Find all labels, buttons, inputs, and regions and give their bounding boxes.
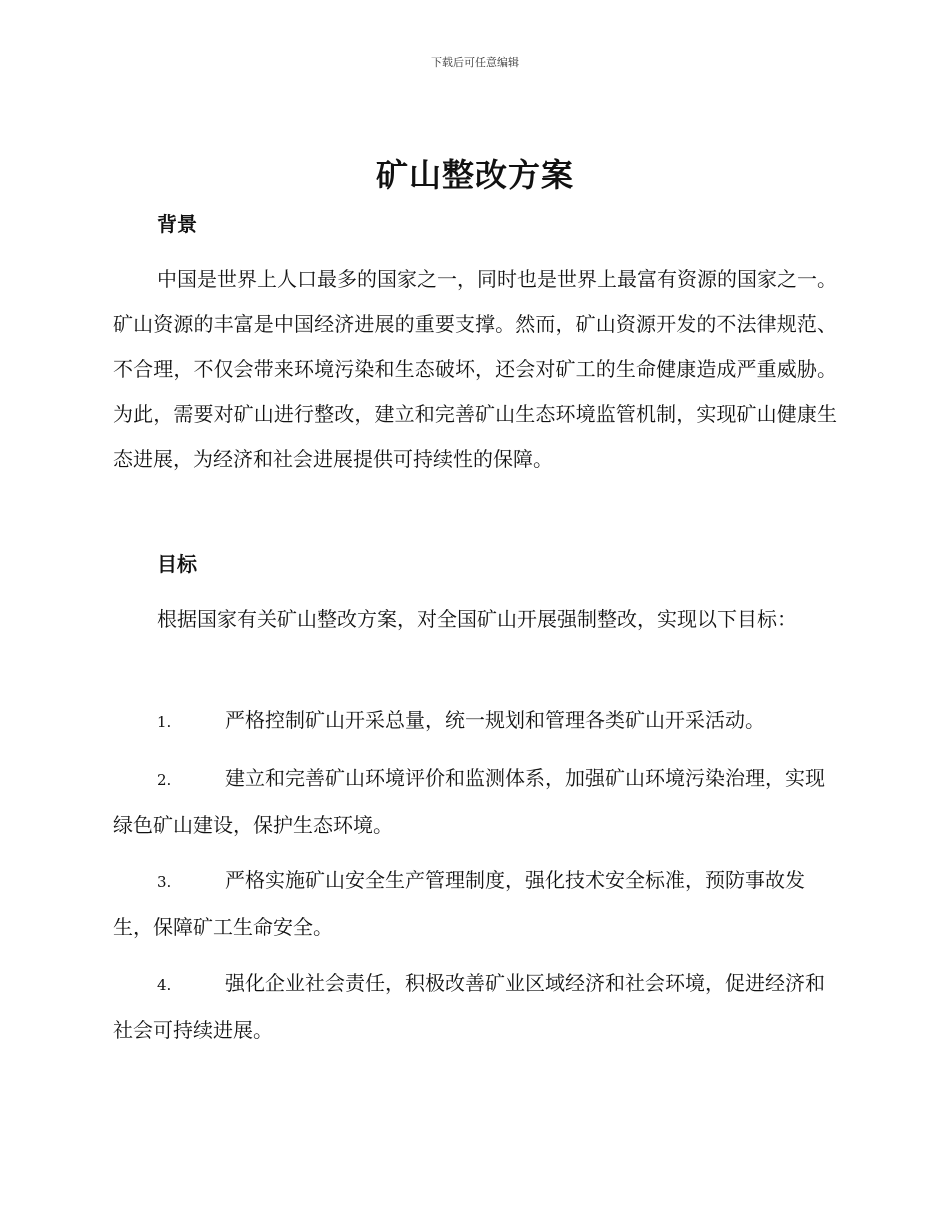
background-paragraph: 中国是世界上人口最多的国家之一，同时也是世界上最富有资源的国家之一。矿山资源的丰富是中国经济进展的重要支撑。然而，矿山资源开发的不法律规范、不合理，不仅会带来环境污染和生态破坏，还会对矿工的生命健康造成严重威胁。为此，需要对矿山进行整改，建立和完善矿山生态环境监管机制，实现矿山健康生态进展，为经济和社会进展提供可持续性的保障。 bbox=[113, 267, 837, 471]
goals-intro-paragraph: 根据国家有关矿山整改方案，对全国矿山开展强制整改，实现以下目标： bbox=[157, 607, 797, 631]
goal-list-item bbox=[113, 756, 837, 848]
goal-list-item bbox=[113, 698, 837, 745]
list-item-text: 建立和完善矿山环境评价和监测体系，加强矿山环境污染治理，实现绿色矿山建设，保护生态环境。 bbox=[113, 766, 825, 837]
section-heading-goals: 目标 bbox=[157, 552, 197, 576]
goal-list-item bbox=[113, 858, 837, 950]
document-title: 矿山整改方案 bbox=[375, 156, 574, 194]
list-item-text: 严格控制矿山开采总量，统一规划和管理各类矿山开采活动。 bbox=[225, 708, 765, 732]
list-number: 4. bbox=[157, 976, 172, 994]
goal-list-item bbox=[113, 961, 837, 1053]
list-number: 1. bbox=[157, 713, 172, 731]
list-number: 2. bbox=[157, 771, 172, 789]
list-item-text: 严格实施矿山安全生产管理制度，强化技术安全标准，预防事故发生，保障矿工生命安全。 bbox=[113, 868, 805, 939]
list-item-text: 强化企业社会责任，积极改善矿业区域经济和社会环境，促进经济和社会可持续进展。 bbox=[113, 971, 825, 1042]
list-number: 3. bbox=[157, 873, 172, 891]
section-heading-background: 背景 bbox=[157, 212, 197, 236]
page-header-note: 下载后可任意编辑 bbox=[431, 56, 519, 69]
